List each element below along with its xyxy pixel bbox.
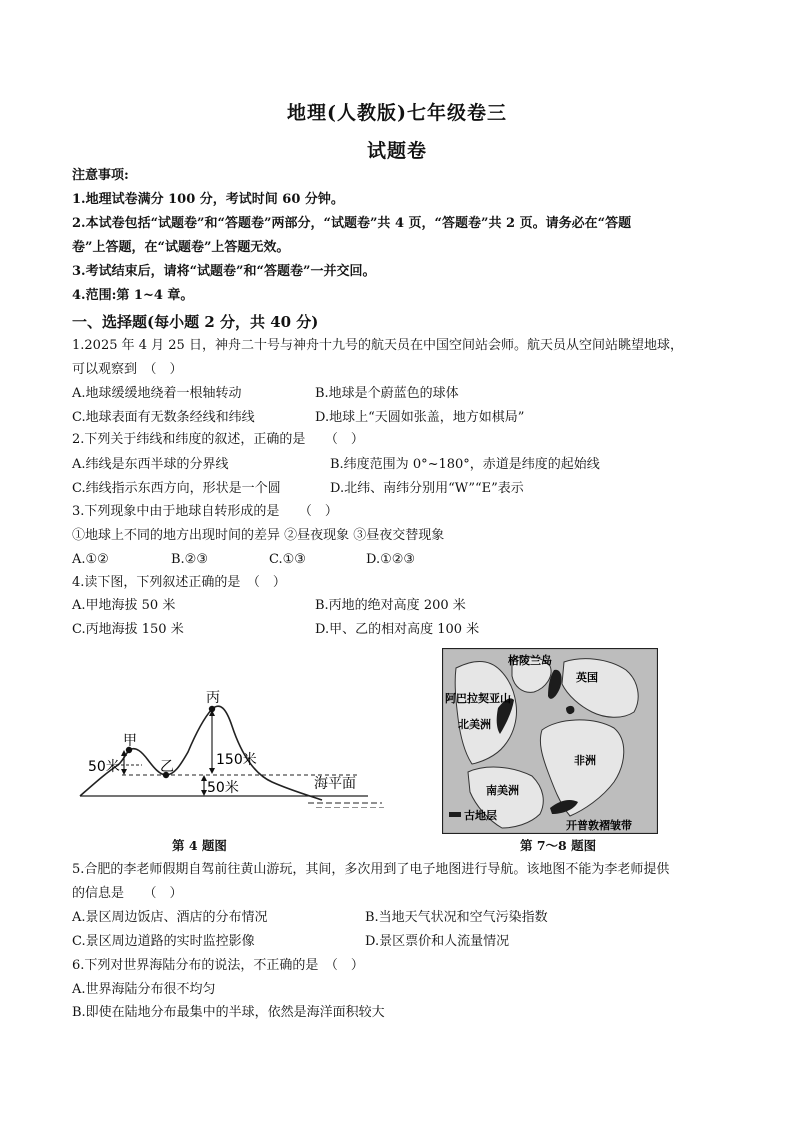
q3-option-b: B.②③ (171, 552, 208, 567)
q4-option-c: C.丙地海拔 150 米 (72, 622, 184, 637)
q4-stem: 4.读下图，下列叙述正确的是 （ ） (72, 575, 286, 590)
label-jia: 甲 (123, 733, 137, 749)
label-yi: 乙 (160, 759, 174, 775)
q1-option-a: A.地球缓缓地绕着一根轴转动 (72, 386, 242, 401)
sea-water-hatching (308, 803, 384, 808)
label-150m: 150米 (216, 752, 257, 768)
q6-option-a: A.世界海陆分布很不均匀 (72, 982, 216, 997)
q3-option-c: C.①③ (269, 552, 306, 567)
q3-stem: 3.下列现象中由于地球自转形成的是 （ ） (72, 504, 338, 519)
q2-option-d: D.北纬、南纬分别用“W”“E”表示 (330, 481, 524, 496)
label-appalachian: 阿巴拉契亚山 (445, 692, 511, 705)
label-north-america: 北美洲 (458, 718, 491, 731)
q4-option-a: A.甲地海拔 50 米 (72, 598, 176, 613)
q5-option-b: B.当地天气状况和空气污染指数 (365, 910, 548, 925)
q1-option-b: B.地球是个蔚蓝色的球体 (315, 386, 459, 401)
label-cape-fold-belt: 开普敦褶皱带 (566, 819, 632, 832)
q3-option-a: A.①② (72, 552, 109, 567)
q1-option-c: C.地球表面有无数条经线和纬线 (72, 410, 255, 425)
q2-stem: 2.下列关于纬线和纬度的叙述，正确的是 （ ） (72, 432, 364, 447)
q5-option-a: A.景区周边饭店、酒店的分布情况 (72, 910, 268, 925)
label-africa: 非洲 (574, 754, 596, 767)
section-heading: 一、选择题(每小题 2 分，共 40 分) (72, 313, 319, 331)
label-legend: 古地层 (464, 809, 497, 822)
label-south-america: 南美洲 (486, 784, 519, 797)
q1-option-d: D.地球上“天圆如张盖，地方如棋局” (315, 410, 525, 425)
label-sea-level: 海平面 (314, 776, 356, 792)
fig4-caption: 第 4 题图 (172, 838, 227, 853)
terrain-line (80, 706, 322, 800)
note-2b: 卷”上答题，在“试题卷”上答题无效。 (72, 240, 290, 255)
note-4: 4.范围:第 1~4 章。 (72, 288, 194, 303)
q4-option-d: D.甲、乙的相对高度 100 米 (315, 622, 480, 637)
q2-option-a: A.纬线是东西半球的分界线 (72, 457, 229, 472)
note-3: 3.考试结束后，请将“试题卷”和“答题卷”一并交回。 (72, 264, 376, 279)
exam-title: 地理(人教版)七年级卷三 (287, 102, 507, 124)
label-50m-a: 50米 (88, 759, 120, 775)
q3-items: ①地球上不同的地方出现时间的差异 ②昼夜现象 ③昼夜交替现象 (72, 528, 445, 543)
elevation-profile-figure (72, 678, 392, 808)
q6-option-b: B.即使在陆地分布最集中的半球，依然是海洋面积较大 (72, 1005, 385, 1020)
q5-stem-a: 5.合肥的李老师假期自驾前往黄山游玩，其间，多次用到了电子地图进行导航。该地图不能为李老师提供 (72, 862, 670, 877)
q4-option-b: B.丙地的绝对高度 200 米 (315, 598, 466, 613)
q1-stem-a: 1.2025 年 4 月 25 日，神舟二十号与神舟十九号的航天员在中国空间站会师。航天员从空间站眺望地球， (72, 338, 683, 353)
q6-stem: 6.下列对世界海陆分布的说法，不正确的是 （ ） (72, 958, 364, 973)
label-uk: 英国 (576, 671, 598, 684)
notes-heading: 注意事项: (72, 168, 129, 183)
note-1: 1.地理试卷满分 100 分，考试时间 60 分钟。 (72, 192, 344, 207)
q2-option-b: B.纬度范围为 0°~180°，赤道是纬度的起始线 (330, 457, 600, 472)
q5-option-c: C.景区周边道路的实时监控影像 (72, 934, 255, 949)
q1-stem-b: 可以观察到 （ ） (72, 362, 183, 377)
label-50m-b: 50米 (207, 780, 239, 796)
q5-option-d: D.景区票价和人流量情况 (365, 934, 510, 949)
fig78-caption: 第 7～8 题图 (520, 838, 597, 853)
legend-swatch (449, 812, 461, 817)
q5-stem-b: 的信息是 （ ） (72, 886, 183, 901)
q3-option-d: D.①②③ (366, 552, 416, 567)
note-2a: 2.本试卷包括“试题卷”和“答题卷”两部分，“试题卷”共 4 页，“答题卷”共 2 页。请务必在“答题 (72, 216, 632, 231)
label-greenland: 格陵兰岛 (508, 654, 552, 667)
label-bing: 丙 (206, 690, 220, 706)
q2-option-c: C.纬线指示东西方向，形状是一个圆 (72, 481, 281, 496)
exam-subtitle: 试题卷 (366, 140, 427, 162)
continental-drift-map (442, 648, 658, 834)
